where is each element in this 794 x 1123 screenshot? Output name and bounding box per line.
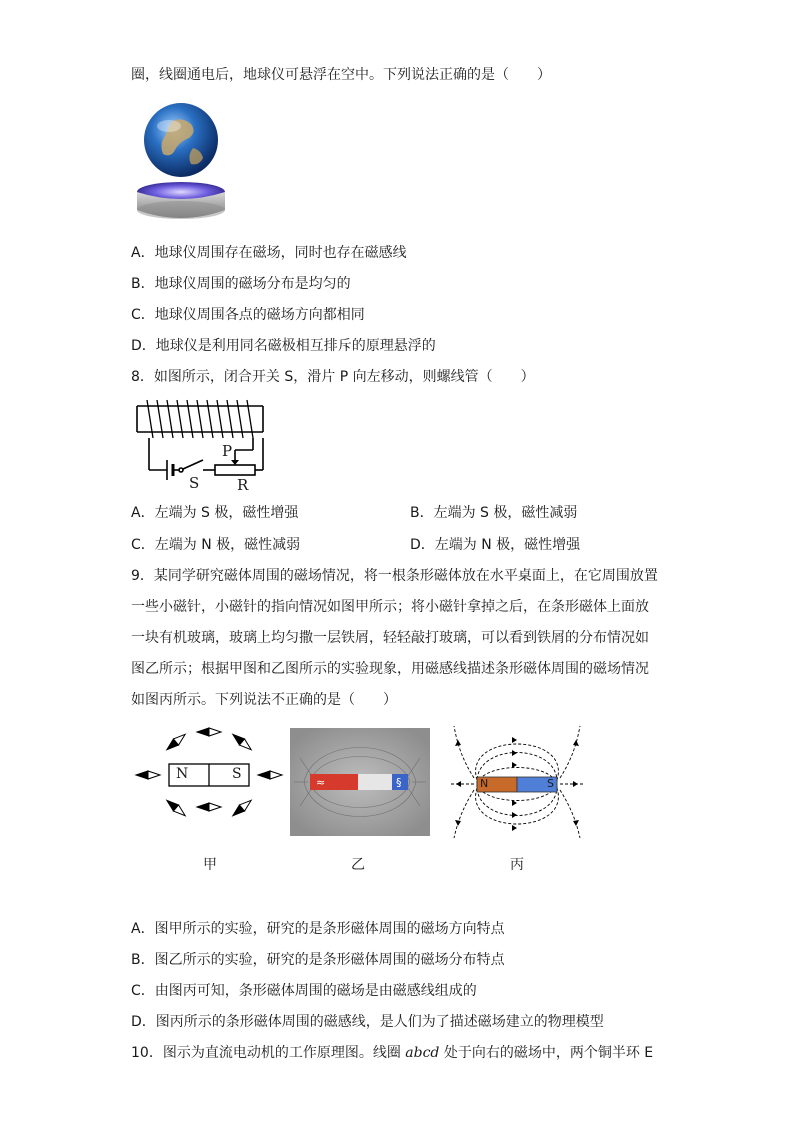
svg-text:§: § (396, 776, 402, 789)
q9-option-c: C．由图丙可知，条形磁体周围的磁场是由磁感线组成的 (131, 983, 477, 999)
q7-stem: 圈，线圈通电后，地球仪可悬浮在空中。下列说法正确的是（ ） (131, 67, 551, 83)
q9-stem-line-1: 9．某同学研究磁体周围的磁场情况，将一根条形磁体放在水平桌面上，在它周围放置 (131, 568, 658, 584)
caption-yi: 乙 (351, 857, 365, 873)
q10-stem-post: 处于向右的磁场中，两个铜半环 E (439, 1045, 654, 1061)
q8-option-b: B．左端为 S 极，磁性减弱 (410, 505, 578, 521)
jia-magnet-s-label: S (232, 766, 242, 782)
q10-stem-pre: 10．图示为直流电动机的工作原理图。线圈 (131, 1045, 406, 1061)
q7-option-b: B．地球仪周围的磁场分布是均匀的 (131, 276, 351, 292)
q8-stem: 8．如图所示，闭合开关 S，滑片 P 向左移动，则螺线管（ ） (131, 369, 535, 385)
q8-option-c: C．左端为 N 极，磁性减弱 (131, 537, 301, 553)
q9-stem-line-3: 一块有机玻璃，玻璃上均匀撒一层铁屑，轻轻敲打玻璃，可以看到铁屑的分布情况如 (131, 630, 649, 646)
q8-option-d: D．左端为 N 极，磁性增强 (410, 537, 581, 553)
bing-magnet-s-label: S (547, 777, 554, 790)
q9-option-b: B．图乙所示的实验，研究的是条形磁体周围的磁场分布特点 (131, 952, 505, 968)
globe-image (131, 100, 243, 232)
caption-bing: 丙 (510, 857, 524, 873)
slider-label-p: P (222, 442, 233, 460)
q10-stem-var: abcd (405, 1045, 440, 1061)
q8-option-a: A．左端为 S 极，磁性增强 (131, 505, 299, 521)
switch-label-s: S (189, 474, 200, 492)
q9-option-d: D．图丙所示的条形磁体周围的磁感线，是人们为了描述磁场建立的物理模型 (131, 1014, 604, 1030)
q9-option-a: A．图甲所示的实验，研究的是条形磁体周围的磁场方向特点 (131, 921, 505, 937)
q9-stem-line-5: 如图丙所示。下列说法不正确的是（ ） (131, 692, 397, 708)
q7-option-c: C．地球仪周围各点的磁场方向都相同 (131, 307, 365, 323)
q9-stem-line-4: 图乙所示；根据甲图和乙图所示的实验现象，用磁感线描述条形磁体周围的磁场情况 (131, 661, 649, 677)
q9-stem-line-2: 一些小磁针，小磁针的指向情况如图甲所示；将小磁针拿掉之后，在条形磁体上面放 (131, 599, 649, 615)
q10-stem (131, 1043, 653, 1063)
figure-yi-iron-filings-photo (290, 728, 430, 836)
figure-bing-field-lines (444, 722, 590, 840)
svg-text:≈: ≈ (316, 776, 326, 789)
q7-option-a: A．地球仪周围存在磁场，同时也存在磁感线 (131, 245, 407, 261)
rheostat-label-r: R (237, 476, 249, 494)
jia-magnet-n-label: N (176, 766, 189, 782)
figure-jia-compass-needles (134, 722, 284, 822)
solenoid-circuit-diagram (133, 398, 273, 496)
bing-magnet-n-label: N (480, 777, 489, 790)
caption-jia: 甲 (203, 857, 217, 873)
q7-option-d: D．地球仪是利用同名磁极相互排斥的原理悬浮的 (131, 338, 436, 354)
